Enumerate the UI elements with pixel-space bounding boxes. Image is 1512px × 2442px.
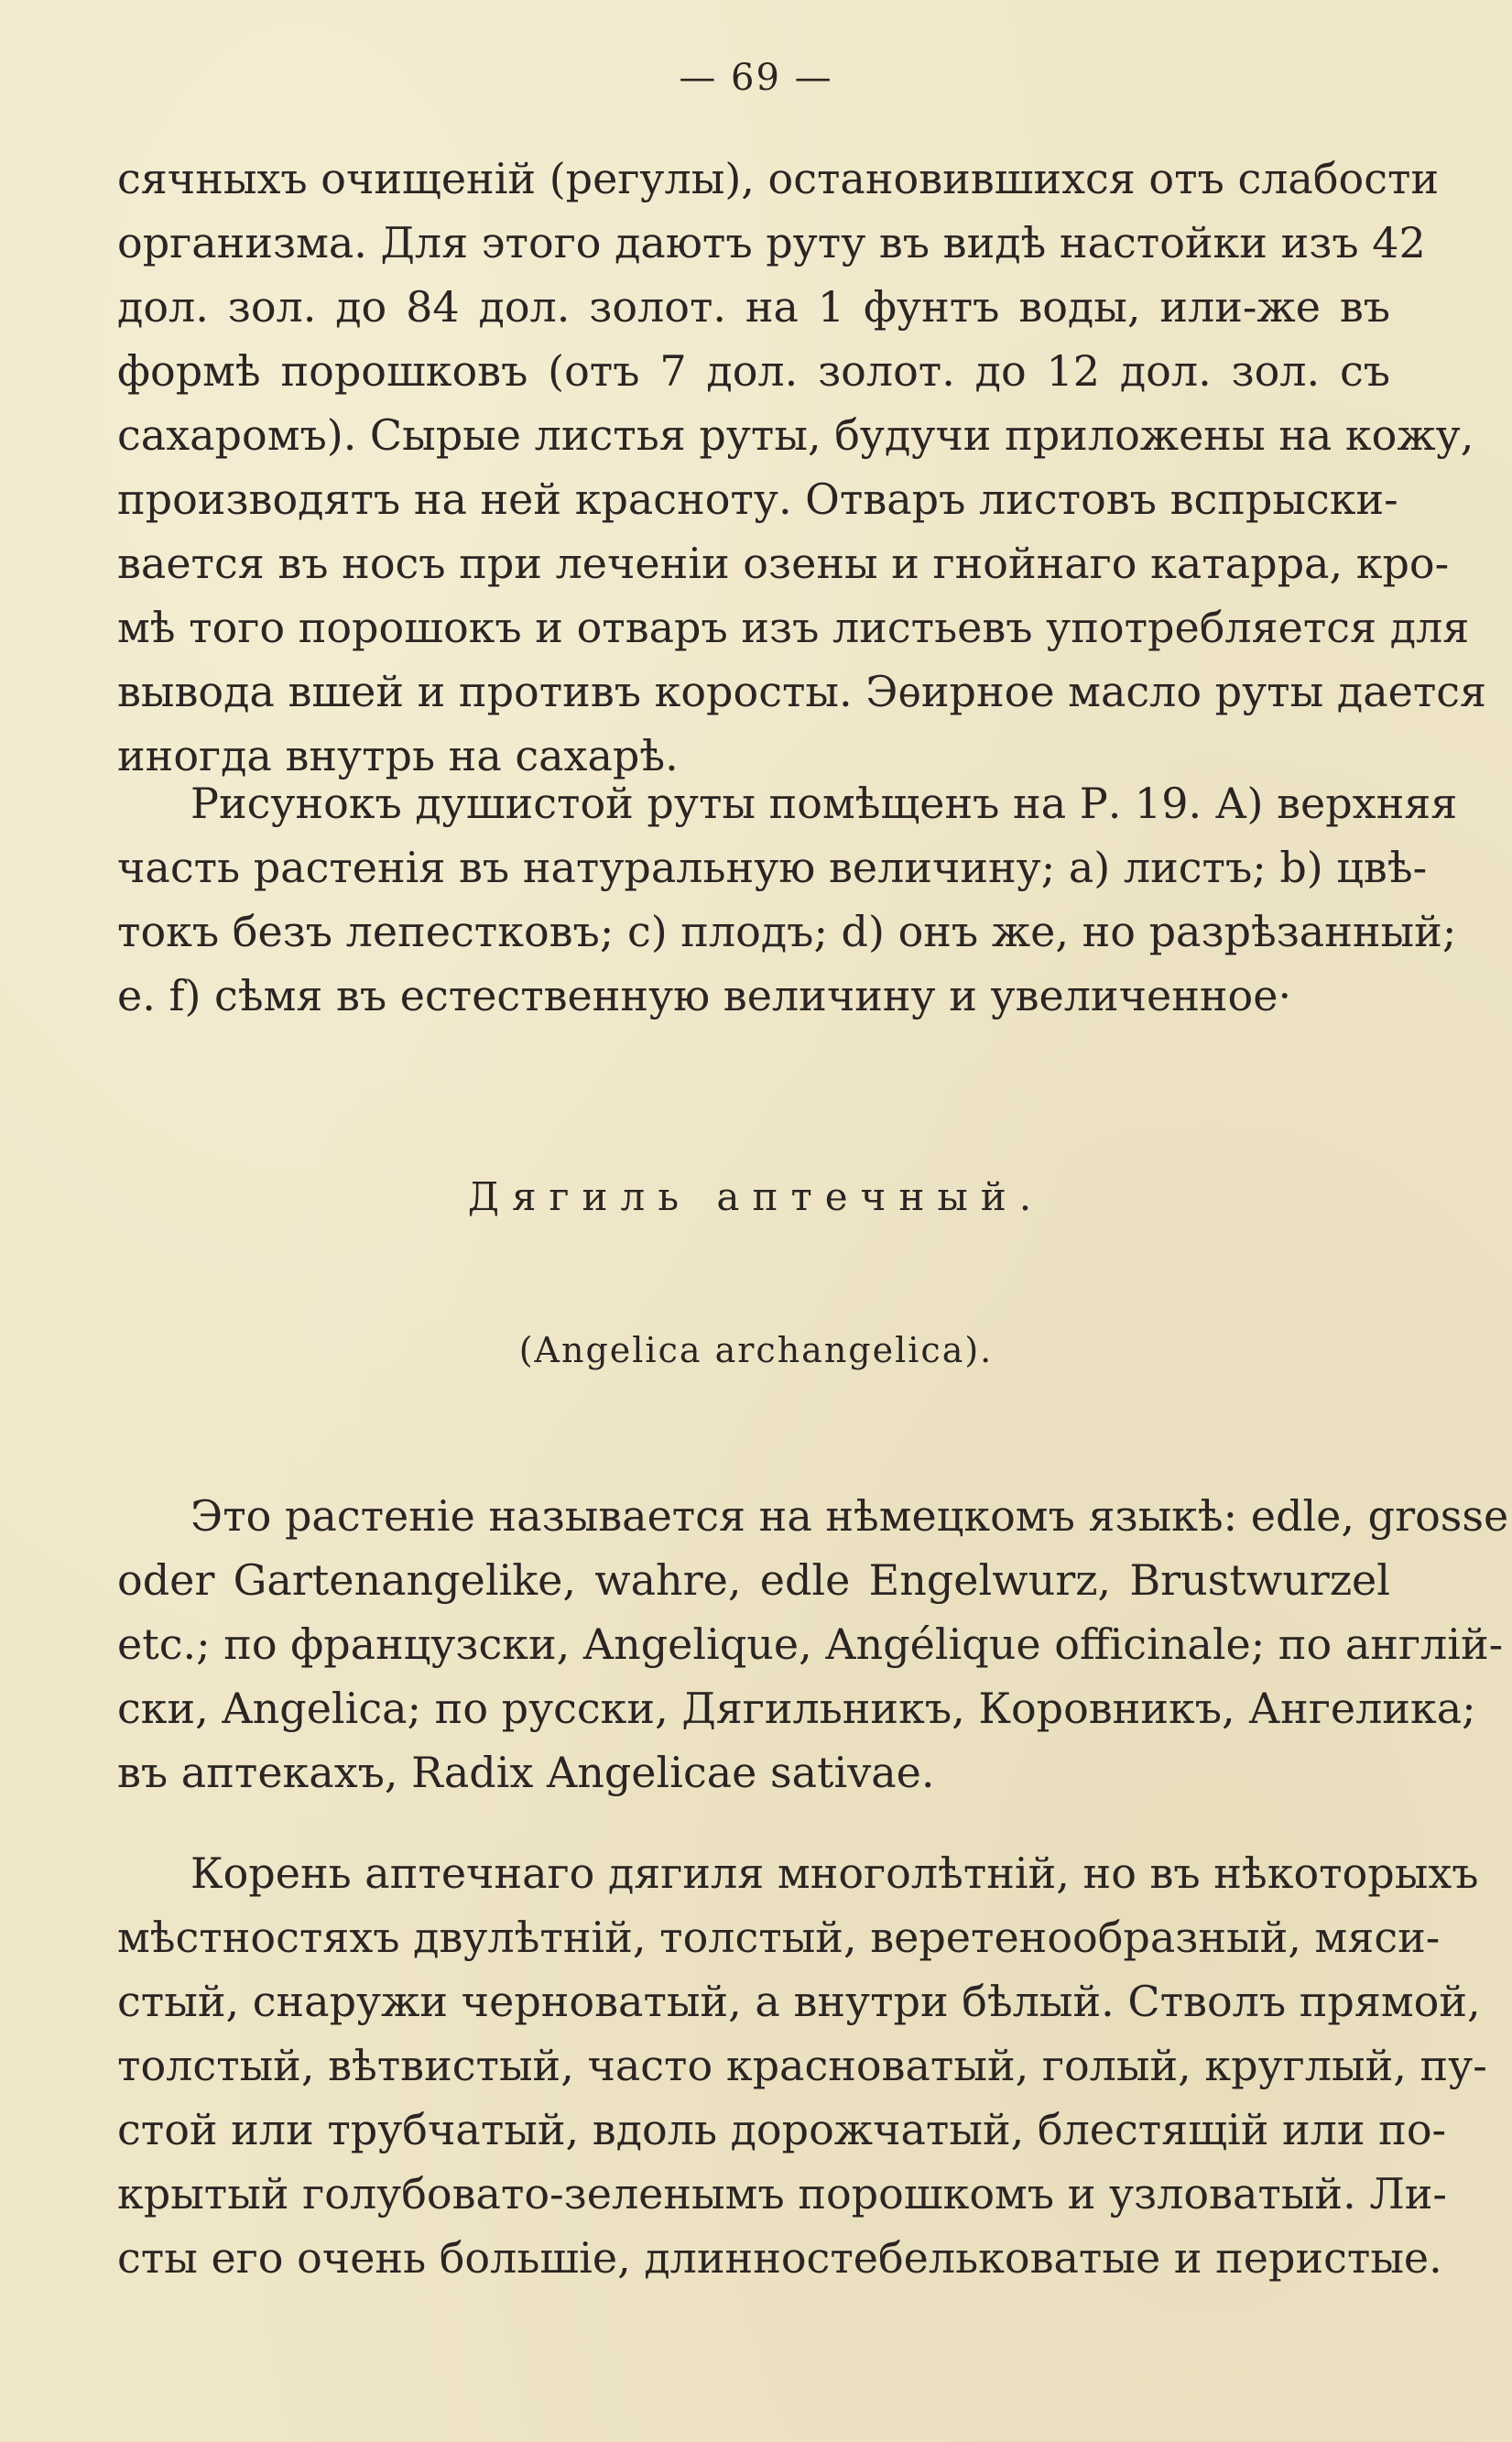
text-line: дол. зол. до 84 дол. золот. на 1 фунтъ воды, или-же въ	[117, 282, 1390, 332]
text-line: Рисунокъ душистой руты помѣщенъ на Р. 19. А) верхняя	[190, 779, 1458, 828]
section-subheading: (Angelica archangelica).	[518, 1330, 994, 1370]
text-line: организма. Для этого даютъ руту въ видѣ настойки изъ 42	[117, 218, 1426, 267]
text-line: часть растенiя въ натуральную величину; а) листъ; b) цвѣ-	[117, 843, 1428, 892]
text-line: etc.; по французски, Angelique, Angélique officinale; по англiй-	[117, 1619, 1504, 1669]
text-line: ски, Angelica; по русски, Дягильникъ, Коровникъ, Ангелика;	[117, 1684, 1476, 1733]
paragraph-rue-usage	[117, 147, 1487, 788]
text-line: стый, снаружи черноватый, а внутри бѣлый. Стволъ прямой,	[117, 1977, 1481, 2026]
text-line: вывода вшей и противъ коросты. Эѳирное масло руты дается	[117, 667, 1487, 716]
text-line: толстый, вѣтвистый, часто красноватый, голый, круглый, пу-	[117, 2041, 1487, 2090]
text-line: вается въ носъ при леченiи озены и гнойнаго катарра, кро-	[117, 539, 1450, 588]
text-line: формѣ порошковъ (отъ 7 дол. золот. до 12 дол. зол. съ	[117, 346, 1390, 396]
text-line: е. f) сѣмя въ естественную величину и увеличенное·	[117, 971, 1292, 1020]
page-number: — 69 —	[679, 57, 833, 99]
text-line: мѣстностяхъ двулѣтнiй, толстый, веретенообразный, мяси-	[117, 1913, 1441, 1962]
text-line: иногда внутрь на сахарѣ.	[117, 731, 679, 780]
text-line: сты его очень большiе, длинностебельковатые и перистые.	[117, 2233, 1442, 2283]
text-line: производятъ на ней красноту. Отваръ листовъ вспрыски-	[117, 474, 1398, 524]
text-line: Корень аптечнаго дягиля многолѣтнiй, но въ нѣкоторыхъ	[190, 1848, 1479, 1898]
paragraph-angelica-names	[117, 1484, 1509, 1804]
text-line: мѣ того порошокъ и отваръ изъ листьевъ употребляется для	[117, 603, 1470, 652]
paragraph-rue-figure	[117, 771, 1458, 1028]
paragraph-angelica-description	[117, 1841, 1487, 2290]
text-line: сахаромъ). Сырые листья руты, будучи приложены на кожу,	[117, 410, 1474, 460]
text-line: Это растенiе называется на нѣмецкомъ языкѣ: edle, grosse	[190, 1491, 1509, 1541]
text-line: въ аптекахъ, Radix Angelicae sativae.	[117, 1748, 935, 1797]
text-line: токъ безъ лепестковъ; с) плодъ; d) онъ же, но разрѣзанный;	[117, 907, 1457, 956]
text-line: oder Gartenangelike, wahre, edle Engelwurz, Brustwurzel	[117, 1555, 1390, 1605]
section-heading: Дягиль аптечный.	[467, 1174, 1045, 1219]
text-line: сячныхъ очищенiй (регулы), остановившихся отъ слабости	[117, 154, 1440, 203]
text-line: стой или трубчатый, вдоль дорожчатый, блестящiй или по-	[117, 2105, 1447, 2154]
text-line: крытый голубовато-зеленымъ порошкомъ и узловатый. Ли-	[117, 2169, 1447, 2219]
